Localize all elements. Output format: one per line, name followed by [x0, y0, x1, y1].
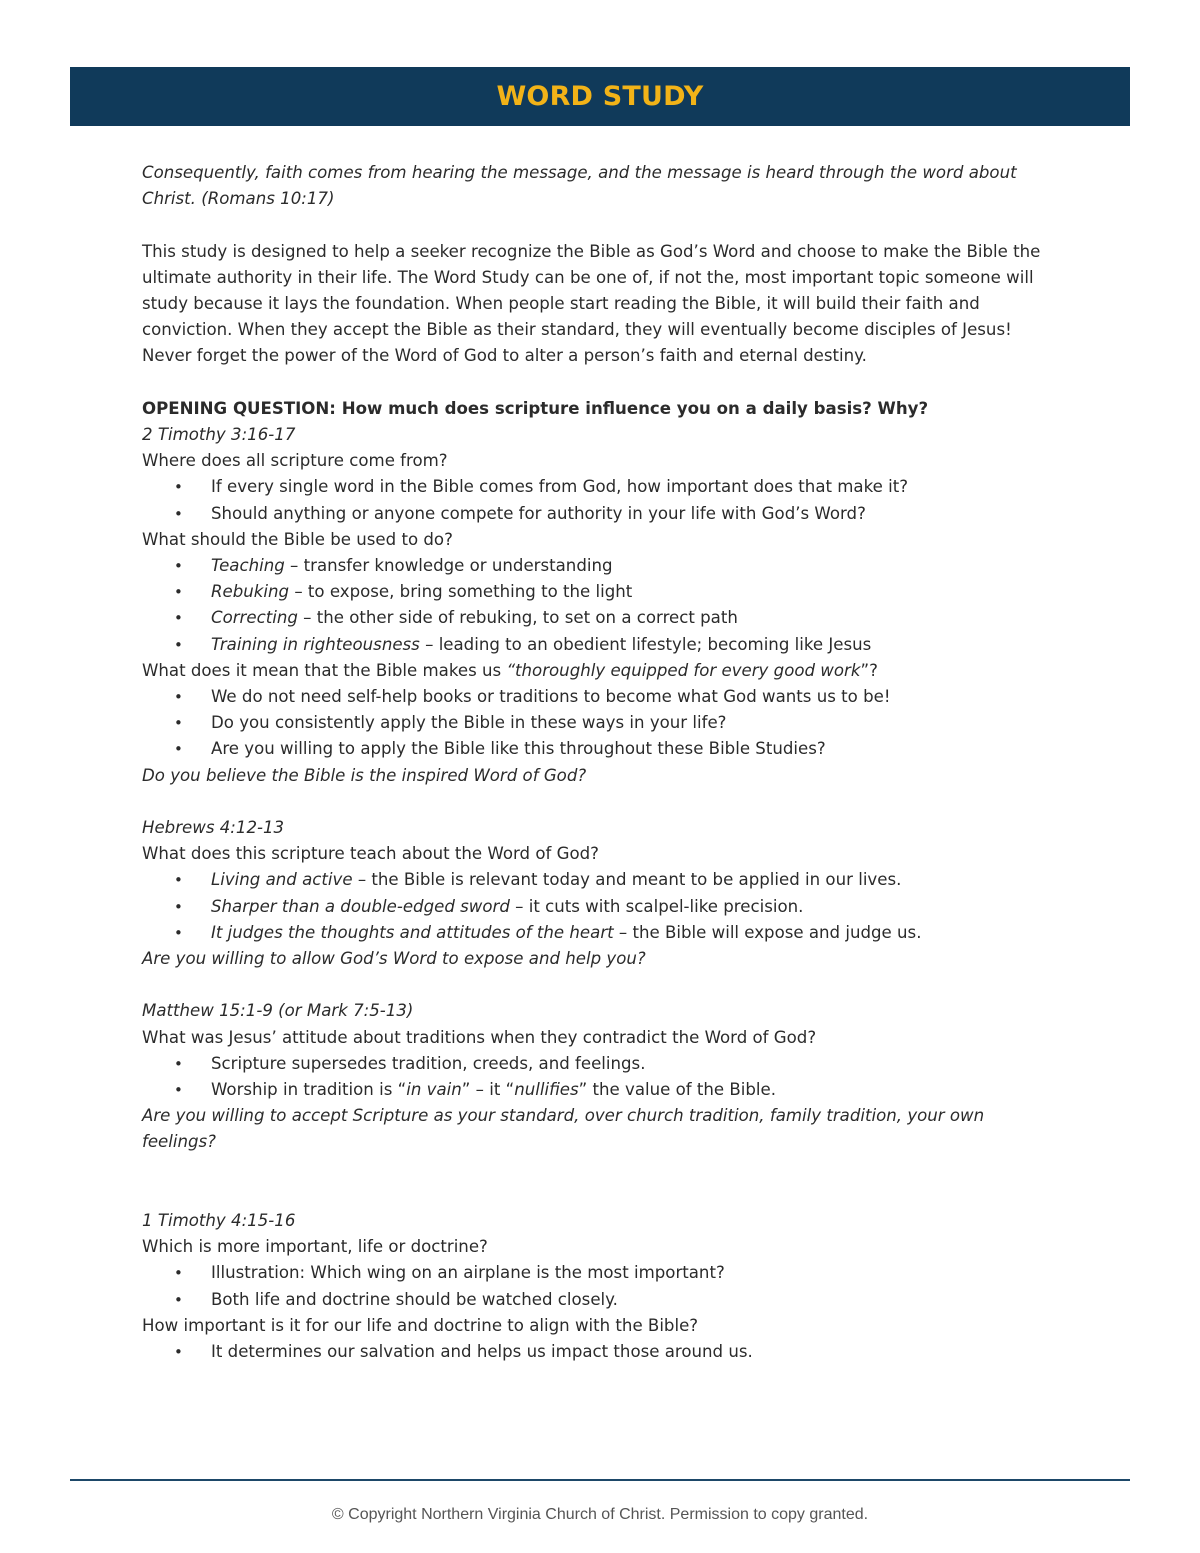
bullet-list	[142, 1339, 1057, 1365]
bullet-icon: •	[174, 897, 183, 916]
list-item: • Are you willing to apply the Bible like this throughout these Bible Studies?	[142, 736, 1057, 762]
list-item: • It determines our salvation and helps us impact those around us.	[142, 1339, 1057, 1365]
opening-question: OPENING QUESTION: How much does scripture influence you on a daily basis? Why?	[142, 398, 929, 418]
bullet-icon: •	[174, 609, 183, 628]
question: What should the Bible be used to do?	[142, 529, 453, 549]
list-item: • Worship in tradition is “in vain” – it “nullifies” the value of the Bible.	[142, 1077, 1057, 1103]
intro-verse: Consequently, faith comes from hearing the message, and the message is heard through the word about Christ. (Romans 10:17)	[142, 163, 1017, 209]
question: Which is more important, life or doctrine?	[142, 1237, 488, 1257]
question: How important is it for our life and doctrine to align with the Bible?	[142, 1315, 699, 1335]
scripture-ref-1timothy: 1 Timothy 4:15-16	[142, 1211, 296, 1231]
bullet-icon: •	[174, 557, 183, 576]
list-item: • Rebuking – to expose, bring something to the light	[142, 579, 1057, 605]
list-item: • Both life and doctrine should be watched closely.	[142, 1287, 1057, 1313]
bullet-icon: •	[174, 1081, 183, 1100]
document-body	[142, 160, 1057, 1365]
list-item: • Training in righteousness – leading to an obedient lifestyle; becoming like Jesus	[142, 632, 1057, 658]
bullet-icon: •	[174, 871, 183, 890]
bullet-icon: •	[174, 635, 183, 654]
bullet-icon: •	[174, 1290, 183, 1309]
bullet-icon: •	[174, 1054, 183, 1073]
scripture-ref-2timothy: 2 Timothy 3:16-17	[142, 425, 296, 444]
list-item: • Correcting – the other side of rebuking, to set on a correct path	[142, 605, 1057, 631]
bullet-list	[142, 474, 1057, 526]
bullet-list	[142, 1260, 1057, 1312]
closing-question: Are you willing to allow God’s Word to expose and help you?	[142, 949, 646, 969]
list-item: • Sharper than a double-edged sword – it cuts with scalpel-like precision.	[142, 894, 1057, 920]
bullet-icon: •	[174, 583, 183, 602]
bullet-list	[142, 867, 1057, 946]
bullet-icon: •	[174, 504, 183, 523]
bullet-icon: •	[174, 688, 183, 707]
list-item: • We do not need self-help books or traditions to become what God wants us to be!	[142, 684, 1057, 710]
bullet-icon: •	[174, 1264, 183, 1283]
list-item: • If every single word in the Bible comes from God, how important does that make it?	[142, 474, 1057, 500]
bullet-icon: •	[174, 478, 183, 497]
question: What was Jesus’ attitude about traditions when they contradict the Word of God?	[142, 1027, 817, 1047]
scripture-ref-hebrews: Hebrews 4:12-13	[142, 818, 285, 838]
list-item: • Teaching – transfer knowledge or understanding	[142, 553, 1057, 579]
header-bar	[70, 67, 1130, 126]
list-item: • Should anything or anyone compete for authority in your life with God’s Word?	[142, 501, 1057, 527]
list-item: • Living and active – the Bible is relevant today and meant to be applied in our lives.	[142, 867, 1057, 893]
footer-divider	[70, 1479, 1130, 1481]
bullet-list	[142, 1051, 1057, 1103]
bullet-icon: •	[174, 923, 183, 942]
question: What does this scripture teach about the Word of God?	[142, 844, 599, 864]
list-item: • Scripture supersedes tradition, creeds, and feelings.	[142, 1051, 1057, 1077]
page-title: WORD STUDY	[496, 81, 704, 112]
bullet-list	[142, 684, 1057, 763]
closing-question: Do you believe the Bible is the inspired Word of God?	[142, 765, 587, 785]
list-item: • Do you consistently apply the Bible in these ways in your life?	[142, 710, 1057, 736]
list-item: • It judges the thoughts and attitudes of the heart – the Bible will expose and judge us.	[142, 920, 1057, 946]
question: Where does all scripture come from?	[142, 451, 448, 471]
closing-question: Are you willing to accept Scripture as your standard, over church tradition, family tradition, your own feelings?	[142, 1106, 985, 1152]
bullet-icon: •	[174, 1343, 183, 1362]
intro-paragraph: This study is designed to help a seeker recognize the Bible as God’s Word and choose to make the Bible the ultimate authority in their life. The Word Study can be one of, if not the, most important topic someone will study because it lays the foundation. When people start reading the Bible, it will build their faith and conviction. When they accept the Bible as their standard, they will eventually become disciples of Jesus! Never forget the power of the Word of God to alter a person’s faith and eternal destiny.	[142, 241, 1041, 366]
bullet-icon: •	[174, 714, 183, 733]
footer-copyright: © Copyright Northern Virginia Church of Christ. Permission to copy granted.	[331, 1506, 869, 1523]
question: What does it mean that the Bible makes us “thoroughly equipped for every good work”?	[142, 660, 878, 680]
list-item: • Illustration: Which wing on an airplane is the most important?	[142, 1260, 1057, 1286]
bullet-icon: •	[174, 740, 183, 759]
scripture-ref-matthew: Matthew 15:1-9 (or Mark 7:5-13)	[142, 1001, 414, 1021]
bullet-list	[142, 553, 1057, 658]
